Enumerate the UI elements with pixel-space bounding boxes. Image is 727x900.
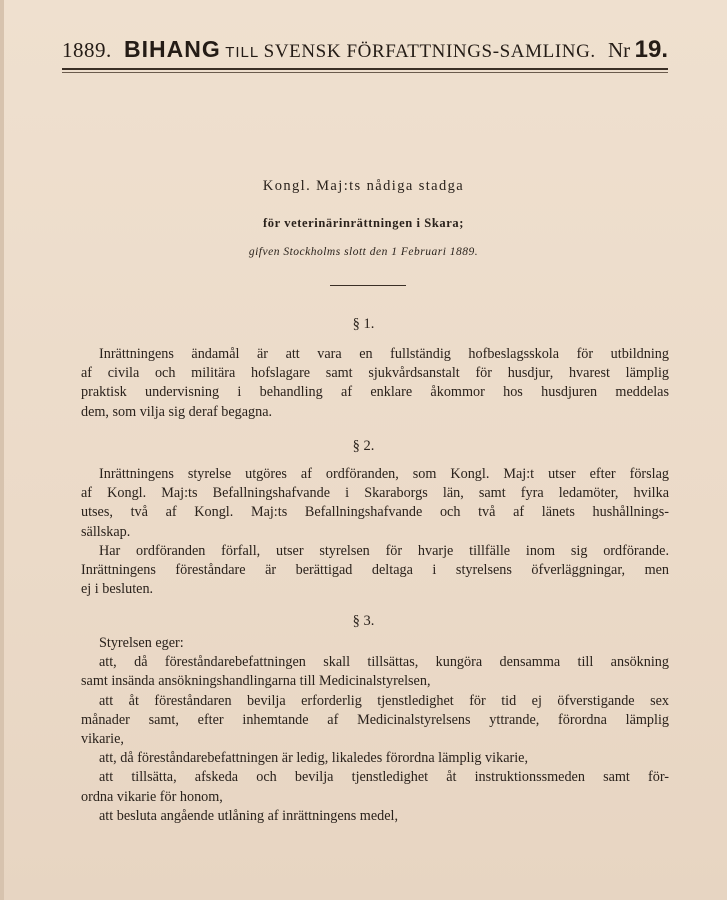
section-3-body: [81, 634, 669, 826]
decree-subtitle: för veterinärinrättningen i Skara;: [262, 216, 465, 230]
running-header: [62, 36, 668, 64]
text-line: af Kongl. Maj:ts Befallningshafvande i Skaraborgs län, samt fyra ledamöter, hvilka: [81, 485, 669, 502]
text-line: Inrättningens styrelse utgöres af ordföranden, som Kongl. Maj:t utser efter förslag: [99, 466, 669, 482]
text-line: att, då föreståndarebefattningen är ledig, likaledes förordna lämplig vikarie,: [99, 750, 528, 767]
header-title: SVENSK FÖRFATTNINGS-SAMLING.: [263, 41, 596, 62]
header-rule-thin: [62, 72, 668, 73]
text-line: samt insända ansökningshandlingarna till Medicinalstyrelsen,: [81, 673, 431, 690]
text-line: att åt föreståndaren bevilja erforderlig tjenstledighet för tid ej öfverstigande sex: [99, 692, 669, 709]
text-line: ej i besluten.: [81, 581, 154, 598]
section-1-body: [81, 345, 669, 422]
text-line: att tillsätta, afskeda och bevilja tjenstledighet åt instruktionssmeden samt för-: [99, 769, 669, 786]
header-number-group: [608, 36, 668, 64]
text-line: Inrättningens ändamål är att vara en fullständig hofbeslagsskola för utbildning: [99, 346, 669, 362]
header-till: TILL: [225, 44, 260, 61]
text-line: vikarie,: [81, 731, 124, 748]
header-rule: [62, 68, 668, 70]
section-1-heading: § 1.: [352, 316, 375, 332]
header-year: 1889.: [62, 38, 112, 62]
section-3-heading: § 3.: [352, 613, 375, 629]
text-line: utses, två af Kongl. Maj:ts Befallningshafvande och två af länets hushållnings-: [81, 504, 669, 521]
header-nr-label: Nr: [608, 38, 631, 62]
decree-title: Kongl. Maj:ts nådiga stadga: [262, 178, 465, 194]
text-line: sällskap.: [81, 523, 131, 540]
text-line: ordna vikarie för honom,: [81, 788, 223, 805]
text-line: månader samt, efter inhemtande af Medicinalstyrelsens yttrande, förordna lämplig: [81, 711, 669, 728]
decree-given-line: gifven Stockholms slott den 1 Februari 1889.: [248, 246, 479, 258]
text-line: af civila och militära hofslagare samt sjukvårdsanstalt för husdjur, hvarest lämplig: [81, 365, 669, 382]
section-2-heading: § 2.: [352, 438, 375, 454]
header-bihang: BIHANG: [124, 36, 221, 62]
text-line: praktisk undervisning i behandling af enklare åkommor hos husdjuren meddelas: [81, 384, 669, 401]
text-line: Inrättningens föreståndare är berättigad deltaga i styrelsens öfverläggningar, men: [81, 562, 669, 579]
text-line: Har ordföranden förfall, utser styrelsen för hvarje tillfälle inom sig ordförande.: [99, 542, 669, 559]
header-center: [124, 36, 596, 63]
text-line: dem, som vilja sig deraf begagna.: [81, 403, 273, 420]
title-divider: [330, 285, 406, 286]
section-2-body: [81, 465, 669, 599]
text-line: att besluta angående utlåning af inrättningens medel,: [99, 807, 399, 824]
text-line: Styrelsen eger:: [99, 635, 184, 651]
text-line: att, då föreståndarebefattningen skall tillsättas, kungöra densamma till ansökning: [99, 654, 669, 671]
header-number: 19.: [634, 36, 668, 63]
